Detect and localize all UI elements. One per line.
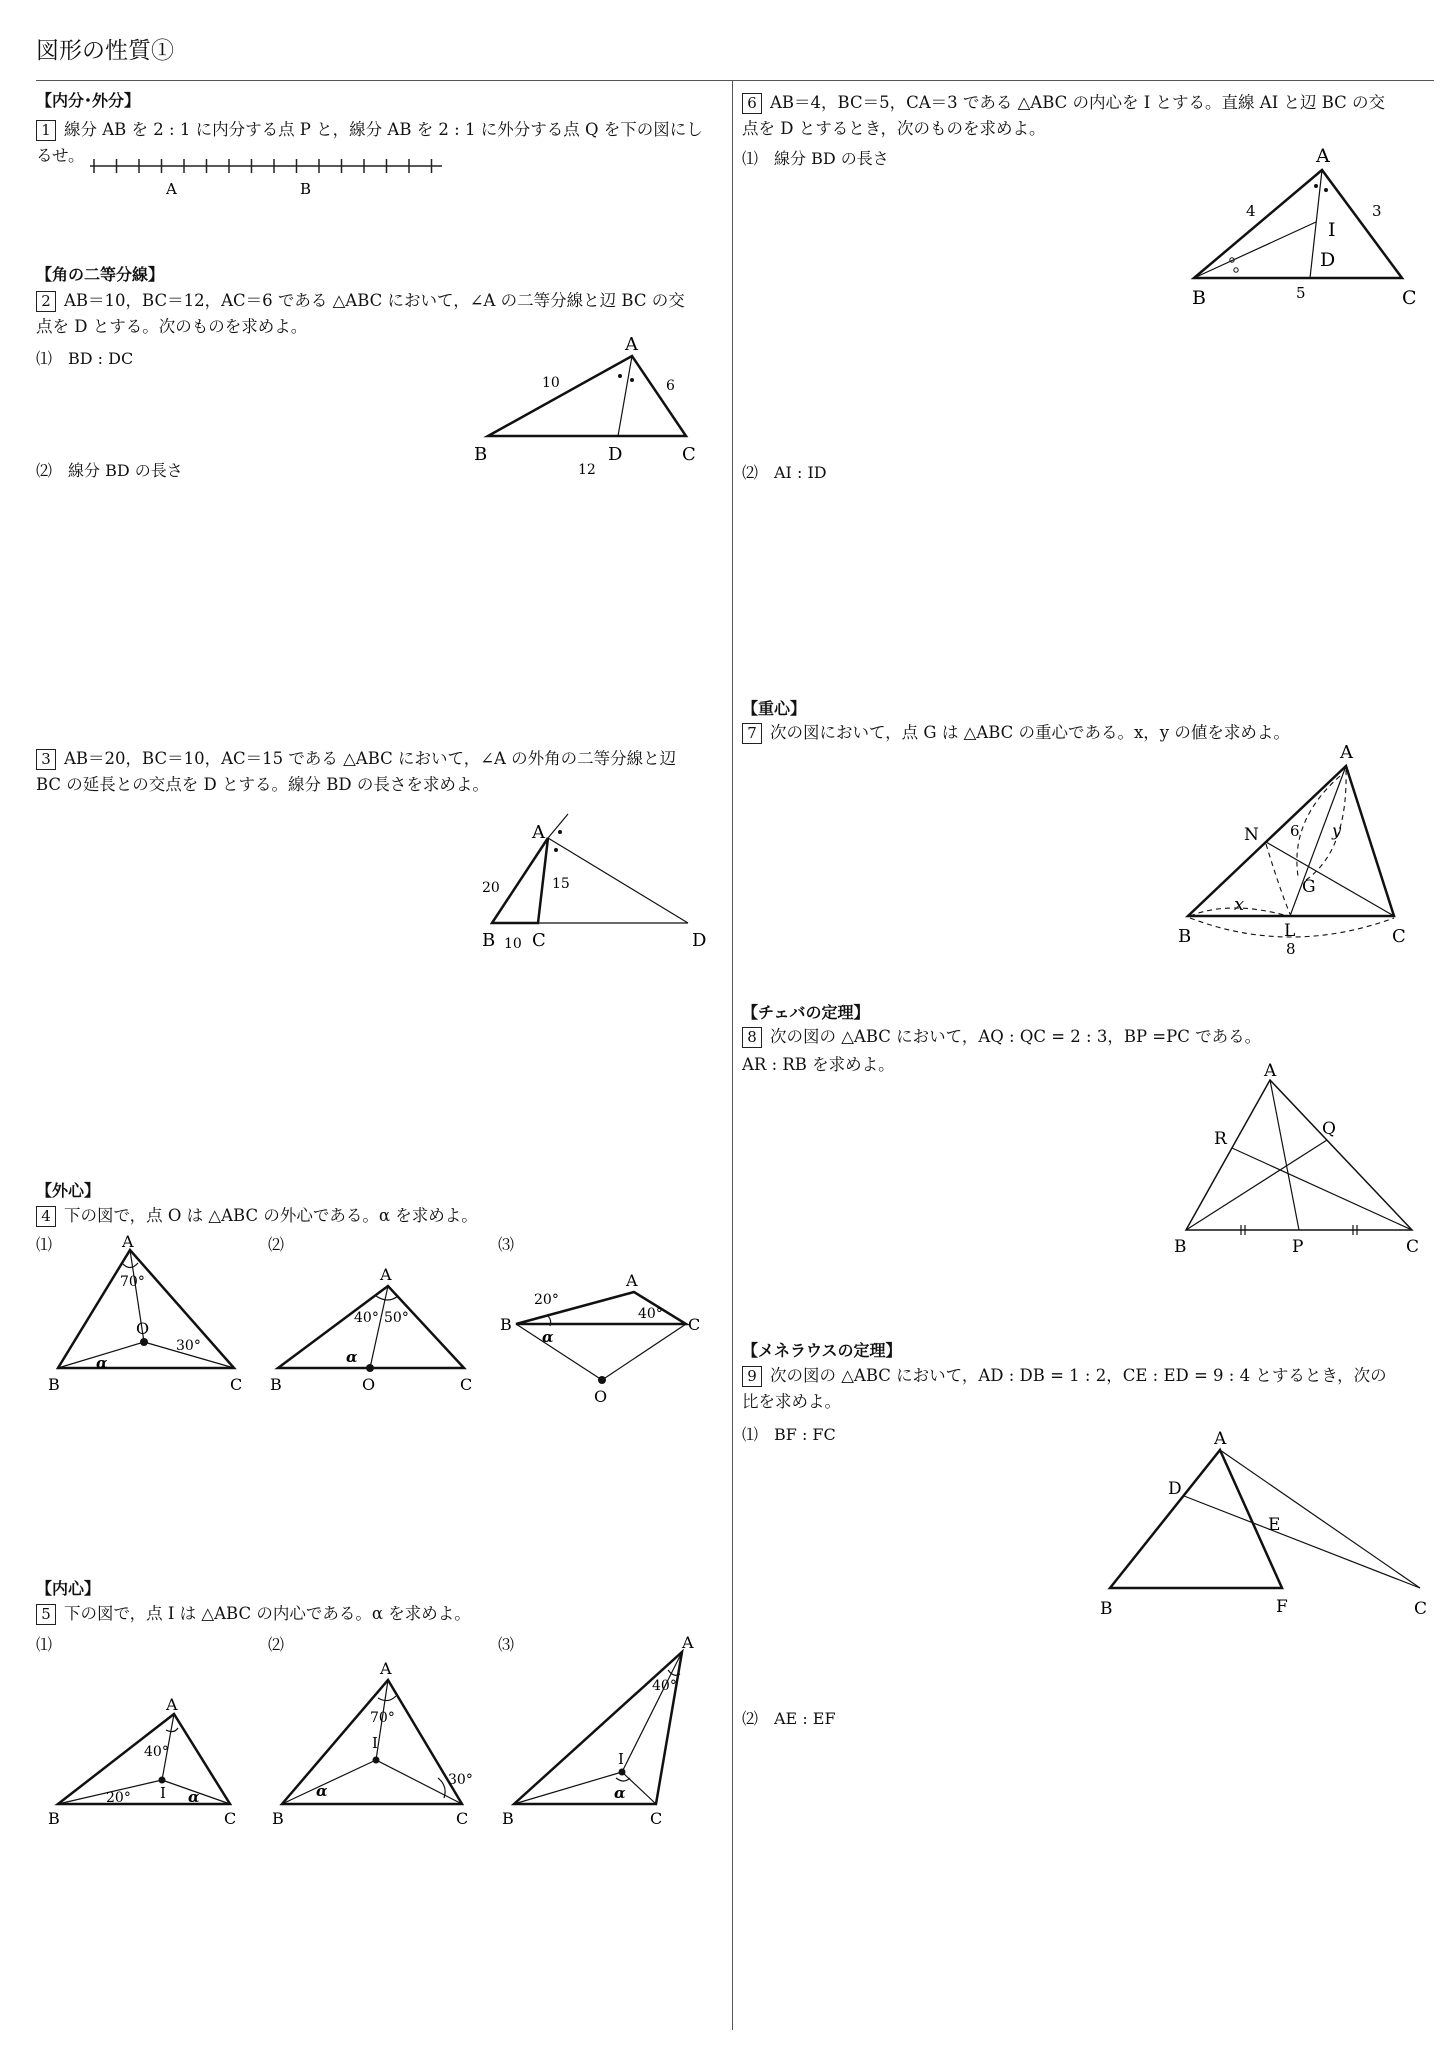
svg-text:4: 4	[1246, 202, 1256, 220]
svg-text:C: C	[1406, 1237, 1420, 1257]
problem-5-line1	[36, 1601, 471, 1626]
problem-2-q1: ⑴ BD : DC	[36, 349, 134, 368]
problem-text: 下の図で，点 I は △ABC の内心である。α を求めよ。	[64, 1604, 471, 1623]
svg-text:B: B	[48, 1809, 60, 1828]
svg-text:A: A	[626, 1271, 638, 1290]
figure-7-triangle	[1170, 740, 1440, 965]
problem-2-line2: 点を D とする。次のものを求めよ。	[36, 317, 308, 336]
problem-6-line1	[742, 90, 1385, 115]
section-heading-incenter: 【内心】	[36, 1579, 101, 1598]
svg-text:α: α	[542, 1328, 554, 1346]
svg-text:20°: 20°	[534, 1292, 559, 1308]
problem-number: 2	[36, 291, 56, 312]
svg-text:F: F	[1276, 1597, 1288, 1617]
svg-text:B: B	[272, 1809, 284, 1828]
svg-text:B: B	[270, 1375, 282, 1394]
svg-text:12: 12	[578, 462, 596, 478]
problem-4-q1: ⑴	[36, 1235, 53, 1254]
svg-text:C: C	[460, 1375, 473, 1394]
problem-number: 4	[36, 1206, 56, 1227]
svg-text:A: A	[380, 1265, 392, 1284]
header-divider	[36, 80, 1434, 81]
svg-text:B: B	[482, 930, 496, 951]
problem-2-q2: ⑵ 線分 BD の長さ	[36, 461, 183, 480]
problem-text: 次の図の △ABC において，AQ : QC = 2 : 3，BP =PC である。	[770, 1027, 1262, 1046]
problem-3-line2: BC の延長との交点を D とする。線分 BD の長さを求めよ。	[36, 775, 489, 794]
svg-text:A: A	[122, 1232, 134, 1251]
label-A: A	[166, 180, 177, 198]
figure-4-1	[44, 1230, 254, 1400]
problem-6-line2: 点を D とするとき，次のものを求めよ。	[742, 119, 1046, 138]
svg-text:I: I	[160, 1784, 166, 1802]
svg-text:α: α	[188, 1788, 200, 1806]
svg-text:B: B	[500, 1315, 512, 1334]
svg-text:C: C	[650, 1809, 663, 1828]
svg-text:O: O	[362, 1375, 376, 1394]
svg-text:8: 8	[1286, 940, 1296, 958]
problem-6-q2: ⑵ AI : ID	[742, 463, 827, 482]
section-heading-naibun: 【内分･外分】	[36, 91, 141, 110]
svg-text:A: A	[625, 334, 638, 355]
figure-4-2	[266, 1256, 486, 1406]
svg-text:O: O	[594, 1387, 608, 1406]
svg-text:C: C	[1414, 1599, 1428, 1619]
svg-text:C: C	[532, 930, 546, 951]
svg-text:B: B	[48, 1375, 60, 1394]
problem-number: 8	[742, 1027, 762, 1048]
problem-2-line1	[36, 288, 685, 313]
svg-text:α: α	[96, 1354, 108, 1372]
problem-text: 線分 AB を 2 : 1 に内分する点 P と，線分 AB を 2 : 1 に外分する点 Q を下の図にし	[64, 120, 703, 139]
svg-text:D: D	[1320, 249, 1336, 271]
svg-text:20: 20	[482, 880, 500, 896]
problem-4-q2: ⑵	[268, 1235, 285, 1254]
svg-text:C: C	[456, 1809, 469, 1828]
problem-1-line2: るせ。	[36, 146, 85, 165]
svg-text:5: 5	[1296, 284, 1306, 302]
svg-text:A: A	[1340, 742, 1353, 763]
problem-number: 6	[742, 93, 762, 114]
svg-text:I: I	[372, 1734, 378, 1752]
svg-text:y: y	[1332, 821, 1342, 840]
section-heading-centroid: 【重心】	[742, 699, 807, 718]
svg-text:P: P	[1292, 1237, 1304, 1257]
svg-text:A: A	[1214, 1429, 1227, 1449]
problem-4-q3: ⑶	[498, 1235, 515, 1254]
problem-text: AB＝4，BC＝5，CA＝3 である △ABC の内心を I とする。直線 AI と辺 BC の交	[770, 93, 1386, 112]
svg-text:E: E	[1268, 1515, 1281, 1535]
problem-4-line1	[36, 1203, 478, 1228]
svg-text:B: B	[1178, 926, 1192, 947]
svg-text:Q: Q	[1322, 1119, 1336, 1139]
figure-2-triangle	[470, 330, 710, 480]
svg-text:A: A	[532, 822, 545, 843]
svg-text:70°: 70°	[120, 1274, 145, 1290]
svg-text:C: C	[230, 1375, 243, 1394]
svg-text:A: A	[1264, 1061, 1277, 1081]
svg-text:6: 6	[1290, 822, 1300, 840]
figure-5-1	[44, 1670, 254, 1830]
svg-text:α: α	[316, 1782, 328, 1800]
svg-text:30°: 30°	[448, 1772, 473, 1788]
section-heading-bisector: 【角の二等分線】	[36, 265, 165, 284]
figure-5-3	[498, 1630, 718, 1830]
svg-text:70°: 70°	[370, 1710, 395, 1726]
svg-text:D: D	[608, 444, 623, 465]
problem-1-line1	[36, 117, 703, 142]
svg-text:A: A	[1316, 145, 1330, 167]
svg-text:50°: 50°	[384, 1310, 409, 1326]
figure-4-3	[498, 1262, 718, 1412]
problem-text: 次の図において，点 G は △ABC の重心である。x，y の値を求めよ。	[770, 723, 1290, 742]
problem-number: 7	[742, 723, 762, 744]
section-heading-circumcenter: 【外心】	[36, 1181, 101, 1200]
svg-text:C: C	[1392, 926, 1406, 947]
label-B: B	[300, 180, 312, 198]
svg-text:α: α	[614, 1784, 626, 1802]
problem-9-line2: 比を求めよ。	[742, 1392, 841, 1411]
page-title: 図形の性質①	[36, 38, 174, 64]
svg-text:C: C	[688, 1315, 701, 1334]
svg-text:G: G	[1302, 877, 1316, 897]
problem-number: 9	[742, 1366, 762, 1387]
svg-text:C: C	[682, 444, 696, 465]
svg-text:3: 3	[1372, 202, 1382, 220]
problem-9-q2: ⑵ AE : EF	[742, 1709, 836, 1728]
svg-text:A: A	[166, 1695, 178, 1714]
problem-text: AB＝10，BC＝12，AC＝6 である △ABC において，∠A の二等分線と辺 BC の交	[64, 291, 685, 310]
svg-text:30°: 30°	[176, 1338, 201, 1354]
problem-5-q2: ⑵	[268, 1635, 285, 1654]
column-divider	[732, 80, 733, 2030]
problem-6-q1: ⑴ 線分 BD の長さ	[742, 149, 889, 168]
problem-9-line1	[742, 1363, 1387, 1388]
problem-5-q1: ⑴	[36, 1635, 53, 1654]
problem-number: 1	[36, 120, 56, 141]
problem-text: AB＝20，BC＝10，AC＝15 である △ABC において，∠A の外角の二等分線と辺	[64, 749, 677, 768]
svg-text:N: N	[1244, 825, 1259, 845]
section-heading-menelaus: 【メネラウスの定理】	[742, 1341, 902, 1360]
svg-text:10: 10	[504, 936, 522, 952]
svg-text:15: 15	[552, 876, 570, 892]
problem-9-q1: ⑴ BF : FC	[742, 1425, 836, 1444]
svg-text:B: B	[1174, 1237, 1187, 1257]
svg-text:20°: 20°	[106, 1790, 131, 1806]
figure-8-triangle	[1166, 1060, 1436, 1260]
problem-5-q3: ⑶	[498, 1635, 515, 1654]
problem-text: 下の図で，点 O は △ABC の外心である。α を求めよ。	[64, 1206, 478, 1225]
svg-text:B: B	[1192, 287, 1206, 309]
svg-text:L: L	[1284, 921, 1296, 941]
svg-text:x: x	[1234, 894, 1245, 915]
svg-text:10: 10	[542, 375, 560, 391]
svg-text:B: B	[1100, 1599, 1113, 1619]
svg-text:D: D	[692, 930, 707, 951]
problem-number: 3	[36, 749, 56, 770]
section-heading-ceva: 【チェバの定理】	[742, 1003, 870, 1022]
problem-3-line1	[36, 746, 676, 771]
svg-text:40°: 40°	[652, 1678, 677, 1694]
figure-5-2	[266, 1650, 486, 1830]
svg-text:40°: 40°	[144, 1744, 169, 1760]
svg-text:A: A	[682, 1633, 694, 1652]
problem-8-line1	[742, 1024, 1261, 1049]
svg-text:R: R	[1214, 1129, 1227, 1149]
problem-text: 次の図の △ABC において，AD : DB = 1 : 2，CE : ED = 9 : 4 とするとき，次の	[770, 1366, 1387, 1385]
svg-text:O: O	[136, 1319, 150, 1338]
svg-text:B: B	[502, 1809, 514, 1828]
svg-text:I: I	[1328, 219, 1336, 241]
svg-text:A: A	[380, 1659, 392, 1678]
problem-number: 5	[36, 1604, 56, 1625]
svg-text:C: C	[1402, 287, 1417, 309]
number-line-figure	[80, 150, 460, 200]
svg-text:D: D	[1168, 1479, 1182, 1499]
svg-text:α: α	[346, 1348, 358, 1366]
svg-text:B: B	[474, 444, 488, 465]
figure-3-triangle	[470, 808, 720, 958]
svg-text:C: C	[224, 1809, 237, 1828]
svg-text:I: I	[618, 1750, 624, 1768]
problem-8-line2: AR : RB を求めよ。	[742, 1055, 895, 1074]
figure-6-triangle	[1180, 140, 1440, 315]
svg-text:40°: 40°	[354, 1310, 379, 1326]
svg-text:6: 6	[666, 378, 675, 394]
figure-9-triangle	[1096, 1420, 1436, 1620]
svg-text:40°: 40°	[638, 1306, 663, 1322]
